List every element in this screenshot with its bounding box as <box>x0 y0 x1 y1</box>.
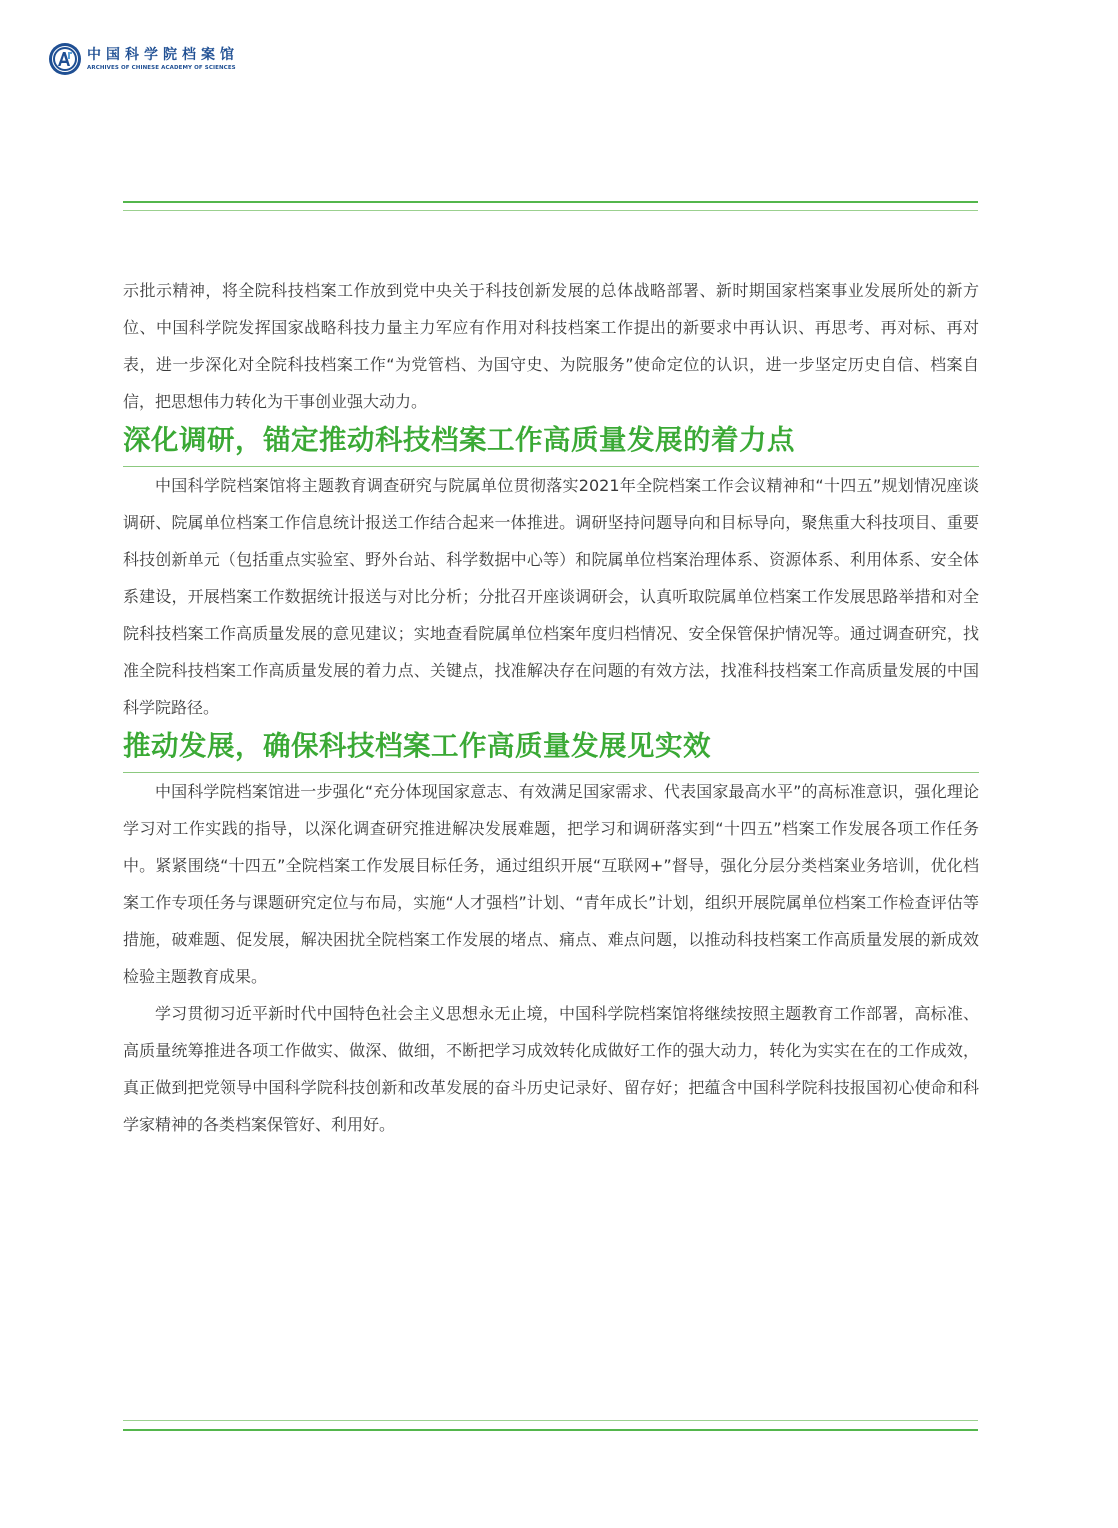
org-name-en: ARCHIVES OF CHINESE ACADEMY OF SCIENCES <box>87 65 236 71</box>
top-rule-thick <box>123 201 978 203</box>
org-name-cn: 中国科学院档案馆 <box>87 47 239 63</box>
logo-text-block <box>87 46 239 72</box>
research-paragraph: 中国科学院档案馆将主题教育调查研究与院属单位贯彻落实2021年全院档案工作会议精神和“十四五”规划情况座谈调研、院属单位档案工作信息统计报送工作结合起来一体推进。调研坚持问题导向和目标导向，聚焦重大科技项目、重要科技创新单元（包括重点实验室、野外台站、科学数据中心等）和院属单位档案治理体系、资源体系、利用体系、安全体系建设，开展档案工作数据统计报送与对比分析；分批召开座谈调研会，认真听取院属单位档案工作发展思路举措和对全院科技档案工作高质量发展的意见建议；实地查看院属单位档案年度归档情况、安全保管保护情况等。通过调查研究，找准全院科技档案工作高质量发展的着力点、关键点，找准解决存在问题的有效方法，找准科技档案工作高质量发展的中国科学院路径。 <box>123 476 979 717</box>
development-paragraph-2: 学习贯彻习近平新时代中国特色社会主义思想永无止境，中国科学院档案馆将继续按照主题教育工作部署，高标准、高质量统筹推进各项工作做实、做深、做细，不断把学习成效转化成做好工作的强大动力，转化为实实在在的工作成效，真正做到把党领导中国科学院科技创新和改革发展的奋斗历史记录好、留存好；把蕴含中国科学院科技报国初心使命和科学家精神的各类档案保管好、利用好。 <box>123 1004 979 1134</box>
bottom-rule-thin <box>123 1420 978 1421</box>
bottom-rule-thick <box>123 1429 978 1431</box>
section-heading-research: 深化调研，锚定推动科技档案工作高质量发展的着力点 <box>123 420 979 467</box>
article-body <box>123 272 979 1143</box>
cas-archives-emblem-icon <box>48 42 82 76</box>
top-rule-thin <box>123 210 978 211</box>
header-logo <box>48 42 239 76</box>
development-paragraph-1: 中国科学院档案馆进一步强化“充分体现国家意志、有效满足国家需求、代表国家最高水平”的高标准意识，强化理论学习对工作实践的指导，以深化调查研究推进解决发展难题，把学习和调研落实到“十四五”档案工作发展各项工作任务中。紧紧围绕“十四五”全院档案工作发展目标任务，通过组织开展“互联网+”督导，强化分层分类档案业务培训，优化档案工作专项任务与课题研究定位与布局，实施“人才强档”计划、“青年成长”计划，组织开展院属单位档案工作检查评估等措施，破难题、促发展，解决困扰全院档案工作发展的堵点、痛点、难点问题，以推动科技档案工作高质量发展的新成效检验主题教育成果。 <box>123 782 979 986</box>
section-heading-development: 推动发展，确保科技档案工作高质量发展见实效 <box>123 726 979 773</box>
intro-paragraph: 示批示精神，将全院科技档案工作放到党中央关于科技创新发展的总体战略部署、新时期国家档案事业发展所处的新方位、中国科学院发挥国家战略科技力量主力军应有作用对科技档案工作提出的新要求中再认识、再思考、再对标、再对表，进一步深化对全院科技档案工作“为党管档、为国守史、为院服务”使命定位的认识，进一步坚定历史自信、档案自信，把思想伟力转化为干事创业强大动力。 <box>123 281 979 411</box>
